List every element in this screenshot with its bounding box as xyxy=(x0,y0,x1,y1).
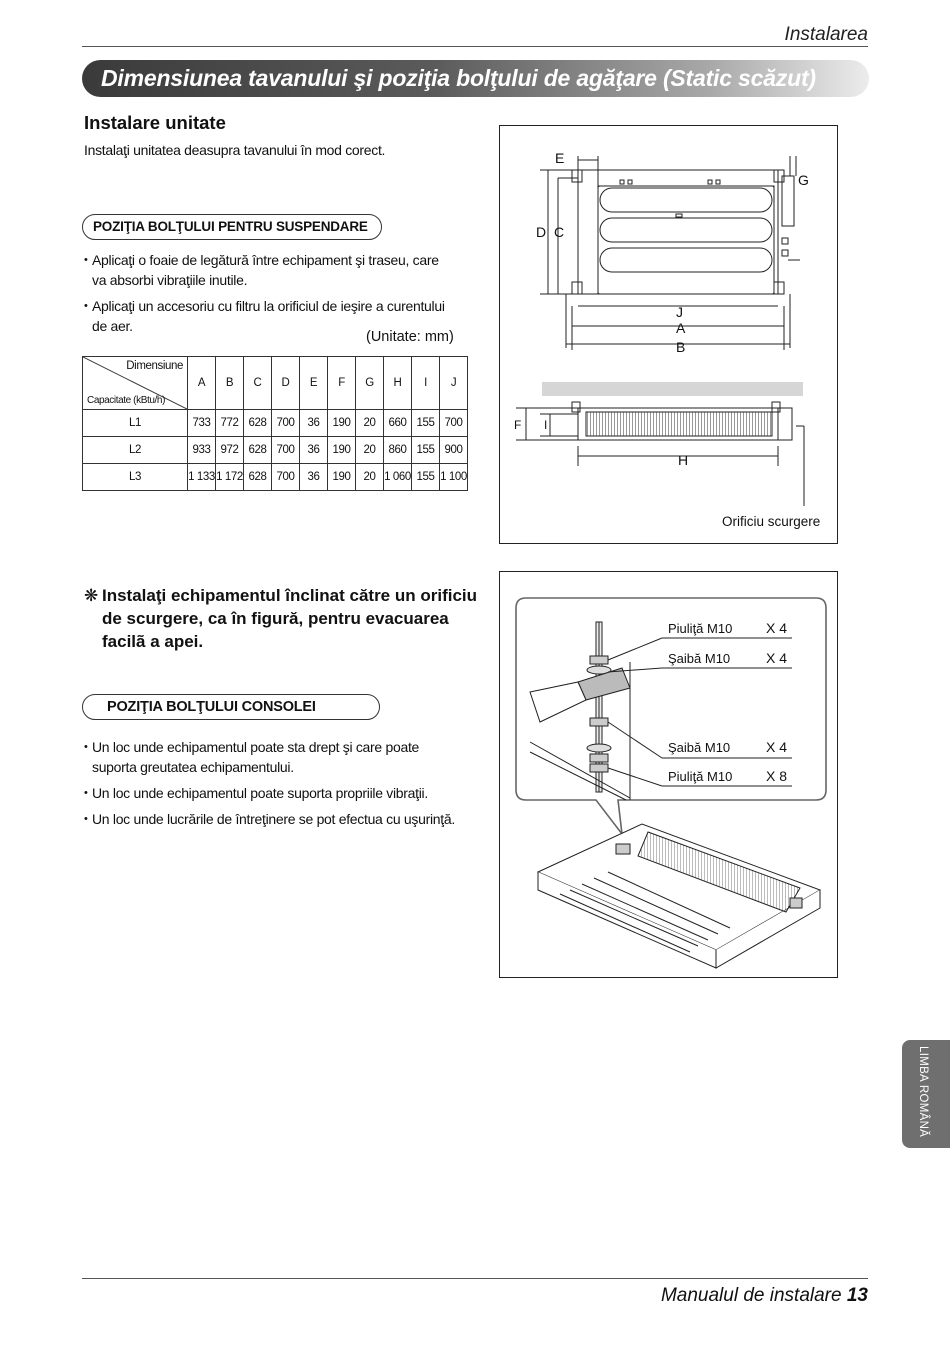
language-tab xyxy=(902,1040,950,1148)
table-cell: 628 xyxy=(244,437,272,464)
header-divider xyxy=(82,46,868,47)
col-header: J xyxy=(440,357,468,410)
part-2-name: Şaibă M10 xyxy=(668,651,731,666)
table-cell: 36 xyxy=(300,437,328,464)
table-cell: 900 xyxy=(440,437,468,464)
label-d: D xyxy=(536,224,547,240)
suspension-label: POZIŢIA BOLŢULUI PENTRU SUSPENDARE xyxy=(82,214,382,240)
table-cell: 155 xyxy=(412,410,440,437)
table-cell: 660 xyxy=(384,410,412,437)
label-h: H xyxy=(678,452,689,468)
part-3-qty: X 4 xyxy=(766,739,788,755)
language-tab-label: LIMBA ROMÂNĂ xyxy=(917,1046,929,1138)
label-j: J xyxy=(676,304,683,320)
install-intro: Instalaţi unitatea deasupra tavanului în mod corect. xyxy=(84,142,386,158)
col-header: B xyxy=(216,357,244,410)
table-row xyxy=(83,437,468,464)
install-heading: Instalare unitate xyxy=(84,112,226,133)
table-cell: 190 xyxy=(328,410,356,437)
dimension-drawing xyxy=(500,126,837,543)
table-unit: (Unitate: mm) xyxy=(366,329,454,345)
tilt-instruction-text: Instalaţi echipamentul înclinat către un orificiu de scurgere, ca în figură, pentru evacuarea facilã a apei. xyxy=(102,586,478,651)
part-4-name: Piuliţă M10 xyxy=(668,769,733,784)
table-cell: 1 100 xyxy=(440,464,468,491)
table-cell: 733 xyxy=(188,410,216,437)
asterism-icon: ❋ xyxy=(84,586,99,605)
table-corner-cell xyxy=(83,357,188,410)
suspension-bullet-2: • Aplicaţi un accesoriu cu filtru la orificiul de ieşire a curentului de aer. xyxy=(84,296,454,336)
label-e: E xyxy=(555,150,565,166)
tilt-instruction xyxy=(84,584,484,653)
col-header: A xyxy=(188,357,216,410)
table-cell: 700 xyxy=(272,464,300,491)
table-cell: 700 xyxy=(272,437,300,464)
table-row xyxy=(83,464,468,491)
table-cell: 20 xyxy=(356,410,384,437)
label-b: B xyxy=(676,339,686,355)
table-cell: 1 060 xyxy=(384,464,412,491)
dimension-figure xyxy=(499,125,838,544)
table-cell: 972 xyxy=(216,437,244,464)
footer xyxy=(661,1285,868,1307)
part-1-name: Piuliţă M10 xyxy=(668,621,733,636)
console-bullet-3: • Un loc unde lucrările de întreţinere se pot efectua cu uşurinţă. xyxy=(84,809,464,829)
console-bullet-2: • Un loc unde echipamentul poate suporta propriile vibraţii. xyxy=(84,783,464,803)
suspension-bullet-1: • Aplicaţi o foaie de legătură între echipament şi traseu, care va absorbi vibraţiile inutile. xyxy=(84,250,454,290)
table-cell: 190 xyxy=(328,437,356,464)
row-label: L2 xyxy=(83,437,188,464)
part-1-qty: X 4 xyxy=(766,620,788,636)
table-cell: 700 xyxy=(272,410,300,437)
col-header: H xyxy=(384,357,412,410)
table-cell: 155 xyxy=(412,464,440,491)
table-cell: 190 xyxy=(328,464,356,491)
col-header: F xyxy=(328,357,356,410)
label-g: G xyxy=(798,172,809,188)
table-cell: 20 xyxy=(356,437,384,464)
label-i: I xyxy=(544,418,548,432)
footer-text: Manualul de instalare xyxy=(660,1285,842,1306)
col-header: I xyxy=(412,357,440,410)
console-label: POZIŢIA BOLŢULUI CONSOLEI xyxy=(82,694,380,720)
part-3-name: Şaibă M10 xyxy=(668,740,731,755)
table-cell: 628 xyxy=(244,464,272,491)
table-cell: 36 xyxy=(300,464,328,491)
table-cell: 700 xyxy=(440,410,468,437)
footer-divider xyxy=(82,1278,868,1279)
console-bullets xyxy=(84,737,464,835)
page-number: 13 xyxy=(846,1285,868,1306)
table-cell: 933 xyxy=(188,437,216,464)
console-bullet-1: • Un loc unde echipamentul poate sta drept şi care poate suporta greutatea echipamentului. xyxy=(84,737,464,777)
part-4-qty: X 8 xyxy=(766,768,788,784)
table-row xyxy=(83,410,468,437)
corner-dimension-label: Dimensiune xyxy=(126,360,183,372)
table-cell: 860 xyxy=(384,437,412,464)
col-header: E xyxy=(300,357,328,410)
col-header: D xyxy=(272,357,300,410)
label-a: A xyxy=(676,320,686,336)
table-cell: 628 xyxy=(244,410,272,437)
table-cell: 1 133 xyxy=(188,464,216,491)
col-header: C xyxy=(244,357,272,410)
table-cell: 1 172 xyxy=(216,464,244,491)
part-2-qty: X 4 xyxy=(766,650,788,666)
row-label: L3 xyxy=(83,464,188,491)
table-cell: 36 xyxy=(300,410,328,437)
table-cell: 772 xyxy=(216,410,244,437)
corner-capacity-label: Capacitate (kBtu/h) xyxy=(87,395,165,406)
header-section-title: Instalarea xyxy=(784,24,868,45)
col-header: G xyxy=(356,357,384,410)
page-title: Dimensiunea tavanului şi poziţia bolţului de agăţare (Static scăzut) xyxy=(101,65,816,91)
table-cell: 155 xyxy=(412,437,440,464)
table-cell: 20 xyxy=(356,464,384,491)
label-f: F xyxy=(514,418,522,432)
hanging-bolt-figure xyxy=(499,571,838,978)
dimensions-table xyxy=(82,356,468,491)
label-c: C xyxy=(554,224,565,240)
drain-label: Orificiu scurgere xyxy=(722,514,821,529)
row-label: L1 xyxy=(83,410,188,437)
